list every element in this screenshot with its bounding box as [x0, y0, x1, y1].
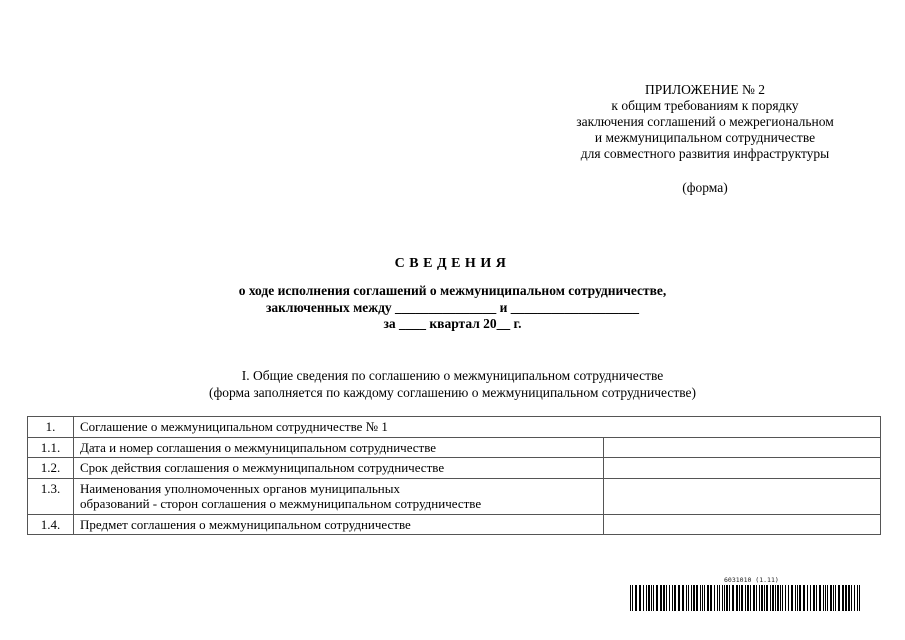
row-number: 1.3.: [28, 478, 74, 514]
table-row: [28, 437, 881, 458]
row-label-line: образований - сторон соглашения о межмуниципальном сотрудничестве: [80, 496, 482, 511]
appendix-line: и межмуниципальном сотрудничестве: [594, 130, 816, 145]
barcode-bar: [635, 585, 637, 611]
barcode-bar: [693, 585, 695, 611]
barcode-bar: [741, 585, 743, 611]
barcode-bar: [729, 585, 730, 611]
barcode-bar: [666, 585, 667, 611]
table-row: [28, 417, 881, 438]
barcode-bar: [830, 585, 832, 611]
barcode-bar: [732, 585, 734, 611]
barcode-image: [630, 585, 860, 611]
barcode-bar: [764, 585, 765, 611]
barcode-bar: [827, 585, 828, 611]
form-label: (форма): [682, 180, 728, 195]
barcode-bar: [803, 585, 805, 611]
barcode-bar: [682, 585, 684, 611]
row-number: 1.2.: [28, 458, 74, 479]
barcode-bar: [660, 585, 662, 611]
row-value-cell[interactable]: [604, 478, 881, 514]
barcode-bar: [648, 585, 650, 611]
barcode-bar: [859, 585, 860, 611]
subtitle-line: за ____ квартал 20__ г.: [383, 316, 522, 331]
barcode-bar: [747, 585, 749, 611]
row-label: Предмет соглашения о межмуниципальном сотрудничестве: [74, 514, 604, 535]
barcode-bar: [691, 585, 692, 611]
subtitle-line: заключенных между _______________ и ___________________: [265, 299, 640, 315]
barcode-bar: [710, 585, 712, 611]
barcode-bar: [700, 585, 701, 611]
barcode-bar: [795, 585, 796, 611]
barcode-bar: [632, 585, 633, 611]
barcode-bar: [780, 585, 781, 611]
barcode-bar: [722, 585, 723, 611]
barcode-bar: [672, 585, 673, 611]
barcode-bar: [653, 585, 654, 611]
barcode-bar: [857, 585, 858, 611]
barcode-bar: [813, 585, 815, 611]
appendix-block: [540, 82, 870, 196]
table-row: [28, 514, 881, 535]
barcode-bar: [788, 585, 789, 611]
barcode-bar: [651, 585, 652, 611]
barcode-bar: [816, 585, 817, 611]
barcode-bar: [717, 585, 718, 611]
row-value-cell[interactable]: [604, 514, 881, 535]
barcode-bar: [686, 585, 687, 611]
barcode-bar: [766, 585, 768, 611]
table-row: [28, 458, 881, 479]
row-number: 1.1.: [28, 437, 74, 458]
barcode-bar: [745, 585, 746, 611]
barcode-label: 6031010 (1.11): [724, 576, 779, 584]
barcode-bar: [851, 585, 852, 611]
barcode-bar: [707, 585, 709, 611]
barcode-bar: [848, 585, 850, 611]
row-number: 1.4.: [28, 514, 74, 535]
barcode-bar: [759, 585, 760, 611]
barcode-bar: [799, 585, 801, 611]
barcode-bar: [739, 585, 740, 611]
barcode-bar: [656, 585, 658, 611]
barcode-bar: [797, 585, 798, 611]
barcode-bar: [643, 585, 644, 611]
barcode-bar: [669, 585, 670, 611]
barcode-bar: [756, 585, 757, 611]
appendix-line: к общим требованиям к порядку: [611, 98, 799, 113]
barcode-bar: [823, 585, 824, 611]
barcode-bar: [678, 585, 680, 611]
section-heading-block: [0, 368, 905, 401]
barcode-bar: [688, 585, 689, 611]
row-value-cell[interactable]: [604, 458, 881, 479]
barcode-bar: [736, 585, 738, 611]
appendix-title: ПРИЛОЖЕНИЕ № 2: [644, 82, 766, 97]
barcode-bar: [726, 585, 728, 611]
barcode-bar: [696, 585, 698, 611]
section-heading: I. Общие сведения по соглашению о межмуниципальном сотрудничестве: [241, 368, 664, 383]
barcode-bar: [842, 585, 844, 611]
agreement-info-table: [27, 416, 881, 535]
barcode-bar: [777, 585, 779, 611]
barcode-bar: [724, 585, 725, 611]
barcode-bar: [714, 585, 715, 611]
barcode-bar: [775, 585, 776, 611]
row-number: 1.: [28, 417, 74, 438]
row-label-line: Наименования уполномоченных органов муниципальных: [80, 480, 400, 496]
barcode-bar: [761, 585, 763, 611]
barcode-bar: [819, 585, 821, 611]
barcode-bar: [674, 585, 676, 611]
barcode-bar: [835, 585, 836, 611]
barcode-bar: [719, 585, 720, 611]
row-label: [74, 478, 604, 514]
barcode-bar: [702, 585, 703, 611]
barcode-bar: [838, 585, 840, 611]
barcode-bar: [825, 585, 826, 611]
barcode-bar: [770, 585, 771, 611]
barcode-bar: [704, 585, 705, 611]
barcode-bar: [753, 585, 755, 611]
barcode-bar: [785, 585, 786, 611]
row-label: Срок действия соглашения о межмуниципальном сотрудничестве: [74, 458, 604, 479]
row-label: Дата и номер соглашения о межмуниципальном сотрудничестве: [74, 437, 604, 458]
barcode-bar: [646, 585, 647, 611]
barcode-bar: [782, 585, 783, 611]
barcode-bar: [791, 585, 793, 611]
barcode-bar: [807, 585, 808, 611]
barcode-bar: [772, 585, 774, 611]
table-row: [28, 478, 881, 514]
appendix-line: заключения соглашений о межрегиональном: [576, 114, 834, 129]
barcode-bar: [854, 585, 855, 611]
barcode-bar: [833, 585, 834, 611]
barcode-bar: [845, 585, 847, 611]
barcode-bar: [750, 585, 751, 611]
appendix-line: для совместного развития инфраструктуры: [580, 146, 830, 161]
row-value-cell[interactable]: [604, 437, 881, 458]
document-title: СВЕДЕНИЯ: [394, 256, 511, 271]
subtitle-line: о ходе исполнения соглашений о межмуниципальном сотрудничестве,: [238, 283, 667, 298]
barcode-bar: [663, 585, 665, 611]
document-subtitle: [0, 283, 905, 333]
barcode-bar: [639, 585, 641, 611]
section-note: (форма заполняется по каждому соглашению о межмуниципальном сотрудничестве): [208, 384, 697, 400]
barcode-bar: [810, 585, 811, 611]
row-label: Соглашение о межмуниципальном сотрудничестве № 1: [74, 417, 881, 438]
barcode-bar: [630, 585, 631, 611]
